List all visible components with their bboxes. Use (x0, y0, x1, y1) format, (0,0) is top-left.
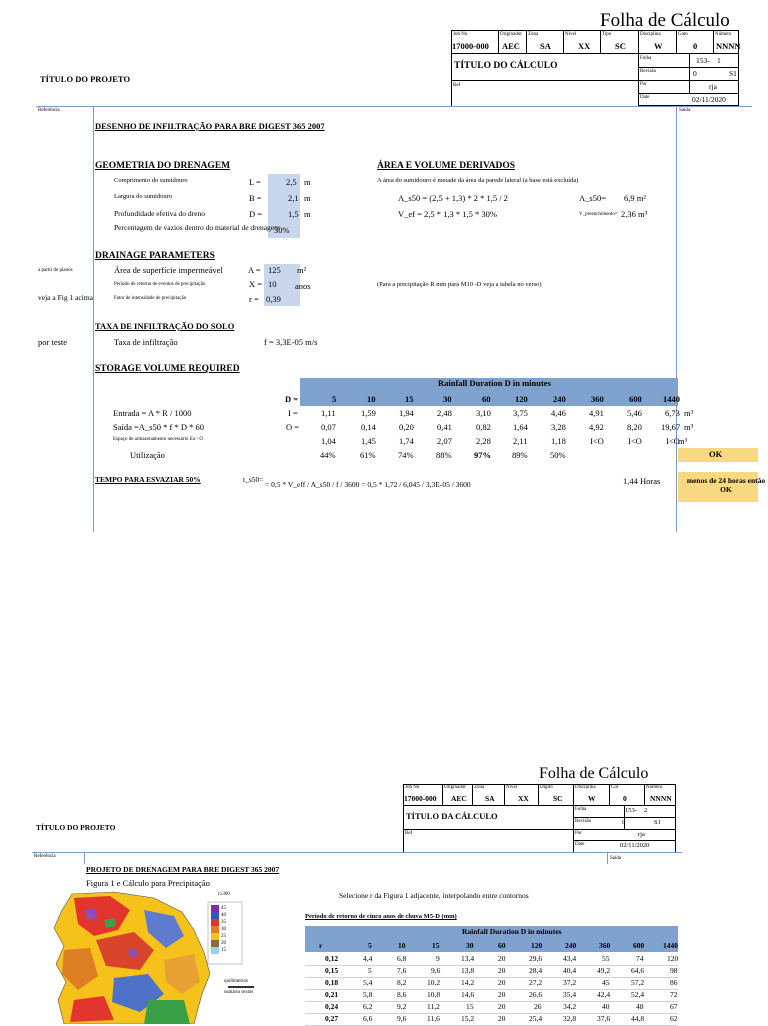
hdr2-value-number: NNNN (650, 794, 672, 803)
drain-value-area[interactable]: 125 (268, 265, 281, 275)
duration-cell: 1440 (663, 394, 680, 404)
table-value-cell: 11,6 (427, 1014, 440, 1023)
table-value-cell: 55 (602, 954, 610, 963)
hdr-label-gate: Gato (678, 32, 688, 37)
outflow-cell: 0,41 (437, 422, 452, 432)
hdr2-label-zone: Zona (474, 785, 485, 790)
calc-title: TÍTULO DO CÁLCULO (454, 61, 558, 71)
area-heading: ÁREA E VOLUME DERIVADOS (377, 161, 516, 171)
hdr2-value-type: SC (553, 794, 563, 803)
design-heading-2: PROJETO DE DRENAGEM PARA BRE DIGEST 365 2007 (86, 865, 280, 874)
table-value-cell: 98 (670, 966, 678, 975)
infiltration-source: por teste (38, 337, 68, 347)
hdr-label-discipline: Disciplina (640, 32, 661, 37)
revisao-code: S1 (729, 69, 737, 78)
hdr-value-originator: AEC (502, 41, 520, 51)
row-sym-outflow: O = (286, 422, 300, 432)
geom-sym-length: L = (249, 177, 261, 187)
row-unit-outflow: m³ (684, 422, 694, 432)
hdr-value-gate: 0 (693, 41, 698, 51)
table-value-cell: 20 (498, 954, 506, 963)
hdr-label-originator: Originador (500, 32, 522, 37)
area-result-label: A_s50= (579, 193, 606, 203)
geom-unit-length: m (304, 177, 311, 187)
table-value-cell: 42,4 (597, 990, 611, 999)
revisao-label: Revisão (640, 69, 657, 74)
design-heading: DESENHO DE INFILTRAÇÃO PARA BRE DIGEST 365 2007 (95, 121, 325, 131)
table-value-cell: 45 (602, 978, 610, 987)
utilisation-cell: 50% (550, 450, 566, 460)
hdr-value-zone: SA (540, 41, 551, 51)
inflow-cell: 3,10 (476, 408, 491, 418)
table-value-cell: 34,2 (563, 1002, 577, 1011)
outflow-cell: 0,14 (361, 422, 376, 432)
table-value-cell: 15,2 (461, 1014, 475, 1023)
table-value-cell: 4,4 (363, 954, 373, 963)
empty-heading: TEMPO PARA ESVAZIAR 50% (95, 475, 201, 484)
table-value-cell: 44,8 (631, 1014, 645, 1023)
outflow-cell: 3,28 (551, 422, 566, 432)
area-note: A área do sumidouro é metade da área da parede lateral (a base está excluída) (377, 177, 579, 184)
ref-label: Ref (453, 83, 461, 88)
geom-label-length: Comprimento do sumidouro (114, 177, 188, 184)
table-value-cell: 20 (498, 1014, 506, 1023)
table-value-cell: 10,2 (427, 978, 441, 987)
hdr2-label-level: Nível (506, 785, 518, 790)
row-unit-storage: m³ (678, 436, 688, 446)
table-value-cell: 11,2 (427, 1002, 440, 1011)
table-value-cell: 37,2 (563, 978, 577, 987)
table-duration-cell: 60 (498, 941, 506, 950)
geom-unit-width: m (304, 193, 311, 203)
table-value-cell: 20 (498, 990, 506, 999)
folha-value-2: 153- (625, 807, 637, 814)
empty-formula: = 0,5 * V_eff / A_s50 / f / 3600 = 0,5 * 1,72 / 6,045 / 3,3E-05 / 3600 (265, 480, 471, 489)
hdr2-label-colour: Cor (611, 785, 619, 790)
utilisation-cell: 61% (360, 450, 376, 460)
empty-ok-label: menos de 24 horas então OK (686, 476, 766, 495)
referencia-label: Referência (38, 108, 60, 113)
table-duration-cell: 120 (531, 941, 543, 950)
geom-label-depth: Profundidade efetiva do dreno (114, 209, 206, 218)
rainfall-header: Rainfall Duration D in minutes (438, 378, 551, 388)
empty-symbol: t_s50= (243, 475, 264, 484)
table-value-cell: 9 (436, 954, 440, 963)
geom-sym-width: B = (249, 193, 262, 203)
inflow-cell: 2,48 (437, 408, 452, 418)
table-value-cell: 15 (466, 1002, 474, 1011)
utilisation-cell: 74% (398, 450, 414, 460)
revisao-value-2: 0 (622, 819, 626, 826)
table-value-cell: 64,6 (631, 966, 645, 975)
table-duration-cell: 5 (368, 941, 372, 950)
map-legend-item: 30 (221, 927, 226, 932)
table-value-cell: 32,8 (563, 1014, 577, 1023)
table-value-cell: 5 (368, 966, 372, 975)
storage-cell: 1,18 (551, 436, 566, 446)
geom-sym-depth: D = (249, 209, 263, 219)
rainfall-ratio-map (44, 890, 266, 1024)
folha-label-2: Folha (575, 807, 587, 812)
date-value: 02/11/2020 (692, 95, 726, 104)
hdr2-label-digit: Dígito (540, 785, 553, 790)
map-legend-item: 40 (221, 913, 226, 918)
hdr2-label-discipline: Disciplina (575, 785, 596, 790)
map-legend-item: 15 (221, 948, 226, 953)
project-title: TÍTULO DO PROJETO (40, 74, 131, 84)
saida-label-2: Saída (610, 856, 622, 861)
ref-label-2: Ref (405, 831, 413, 836)
drainage-fig-note: veja a Fig 1 acima (38, 293, 93, 302)
inflow-cell: 4,46 (551, 408, 566, 418)
table-row (305, 1002, 678, 1014)
table-duration-cell: 15 (432, 941, 440, 950)
hdr2-label-number: Número (646, 785, 663, 790)
calc-title-2: TÍTULO DA CÁLCULO (406, 811, 498, 821)
drain-unit-area: m² (297, 265, 307, 275)
utilisation-cell: 88% (436, 450, 452, 460)
table-value-cell: 40 (602, 1002, 610, 1011)
outflow-cell: 0,07 (321, 422, 336, 432)
table-row (305, 978, 678, 990)
storage-cell: 1,45 (361, 436, 376, 446)
hdr-value-job: 17000-000 (452, 41, 489, 51)
map-legend-item: 35 (221, 920, 226, 925)
inflow-cell: 1,11 (321, 408, 336, 418)
table-r-cell: 0,15 (325, 966, 339, 975)
geom-value-depth[interactable]: 1,5 (288, 209, 299, 219)
storage-cell: 2,07 (437, 436, 452, 446)
date-label-2: Date (575, 842, 585, 847)
storage-cell: 2,28 (476, 436, 491, 446)
table-value-cell: 13,4 (461, 954, 475, 963)
hdr-label-level: Nível (565, 32, 577, 37)
table-value-cell: 86 (670, 978, 678, 987)
hdr2-value-level: XX (518, 794, 529, 803)
revisao-value: 0 (693, 69, 697, 78)
duration-cell: 5 (332, 394, 337, 404)
table-value-cell: 14,2 (461, 978, 475, 987)
drain-unit-return: anos (295, 281, 311, 291)
hdr2-value-gate: 0 (623, 794, 627, 803)
inflow-cell: 5,46 (627, 408, 642, 418)
ok-label: OK (709, 449, 723, 459)
geom-label-width: Largura do sumidouro (114, 193, 173, 200)
storage-cell: 2,11 (513, 436, 528, 446)
duration-cell: 360 (591, 394, 604, 404)
hdr2-value-discipline: W (588, 794, 596, 803)
map-scale-label: quilômetros (224, 979, 248, 984)
table-value-cell: 9,2 (397, 1002, 407, 1011)
empty-result: 1,44 Horas (623, 476, 661, 486)
table-value-cell: 67 (670, 1002, 678, 1011)
inflow-cell: 1,94 (399, 408, 414, 418)
duration-label: D = (285, 394, 299, 404)
infiltration-heading: TAXA DE INFILTRAÇÃO DO SOLO (95, 321, 235, 331)
table-value-cell: 10,8 (427, 990, 441, 999)
table-value-cell: 37,6 (597, 1014, 611, 1023)
brand-title: Folha de Cálculo (600, 10, 730, 31)
drain-label-intensity: Fator de intensidade de precipitação (114, 296, 187, 301)
storage-cell: I<O (666, 436, 680, 446)
drain-label-area: Área de superfície impermeável (114, 265, 223, 275)
table-r-cell: 0,27 (325, 1014, 339, 1023)
table-duration-cell: 30 (466, 941, 474, 950)
table-value-cell: 9,6 (431, 966, 441, 975)
table-value-cell: 20 (498, 978, 506, 987)
storage-cell: 1,74 (399, 436, 414, 446)
table-value-cell: 26,6 (529, 990, 543, 999)
hdr2-value-job: 17000-000 (404, 794, 437, 803)
table-value-cell: 5,4 (363, 978, 373, 987)
storage-cell: I<O (590, 436, 604, 446)
inflow-cell: 3,75 (513, 408, 528, 418)
storage-heading: STORAGE VOLUME REQUIRED (95, 364, 240, 374)
utilisation-cell: 89% (512, 450, 528, 460)
table-value-cell: 57,2 (631, 978, 645, 987)
hdr2-label-originator: Originador (444, 785, 466, 790)
table-value-cell: 6,2 (363, 1002, 373, 1011)
table-value-cell: 40,4 (563, 966, 577, 975)
geom-value-voids[interactable]: 30% (274, 225, 290, 235)
drain-sym-return: X = (249, 279, 263, 289)
table-duration-cell: 10 (398, 941, 406, 950)
hdr-label-zone: Zona (528, 32, 539, 37)
infiltration-label: Taxa de infiltração (114, 337, 178, 347)
row-label-inflow: Entrada = A * R / 1000 (113, 408, 192, 418)
table-value-cell: 43,4 (563, 954, 577, 963)
hdr2-value-zone: SA (485, 794, 495, 803)
drain-value-return[interactable]: 10 (268, 279, 277, 289)
table-value-cell: 8,6 (397, 990, 407, 999)
por-label-2: Por (575, 831, 582, 836)
area-result: 6,9 m² (624, 193, 646, 203)
utilisation-cell: 44% (320, 450, 336, 460)
table-row (305, 966, 678, 978)
row-label-storage: Espaço de armazenamento necessário Eu - O (113, 437, 203, 442)
drainage-rainfall-note: (Para a precipitação R mm para M10 -D veja a tabela no verso) (377, 281, 542, 288)
hdr-value-number: NNNN (716, 41, 741, 51)
utilisation-cell: 97% (474, 450, 491, 460)
map-legend-item: 45 (221, 906, 226, 911)
drainage-source-note: a partir de planos (38, 268, 73, 273)
table-row (305, 990, 678, 1002)
table-value-cell: 72 (670, 990, 678, 999)
table-value-cell: 120 (667, 954, 679, 963)
hdr2-label-job: Job No (405, 785, 420, 790)
table-value-cell: 8,2 (397, 978, 407, 987)
duration-cell: 10 (367, 394, 376, 404)
project-title-2: TÍTULO DO PROJETO (36, 823, 116, 832)
select-note: Selecione r da Figura 1 adjacente, interpolando entre contornos (339, 891, 529, 900)
table-value-cell: 9,6 (397, 1014, 407, 1023)
outflow-cell: 19,67 (661, 422, 681, 432)
folha-number: 1 (717, 56, 721, 65)
referencia-label-2: Referência (34, 854, 56, 859)
table-duration-cell: 1440 (663, 941, 678, 950)
hdr-value-level: XX (578, 41, 591, 51)
row-label-outflow: Saída =A_s50 * f * D * 60 (113, 422, 204, 432)
table-value-cell: 20 (498, 1002, 506, 1011)
duration-cell: 600 (629, 394, 642, 404)
table-duration-cell: 600 (633, 941, 645, 950)
duration-cell: 60 (482, 394, 491, 404)
table-duration-cell: 240 (565, 941, 577, 950)
revisao-label-2: Revisão (575, 819, 592, 824)
geom-label-voids: Percentagem de vazios dentro do material de drenagem (114, 223, 280, 232)
inflow-cell: 4,91 (589, 408, 604, 418)
drainage-heading: DRAINAGE PARAMETERS (95, 251, 215, 261)
geom-unit-depth: m (304, 209, 311, 219)
date-label: Date (640, 95, 650, 100)
drain-value-intensity[interactable]: 0,39 (266, 294, 281, 304)
storage-cell: I<O (628, 436, 642, 446)
rainfall-table-heading: Rainfall Duration D in minutes (462, 927, 562, 936)
table-r-cell: 0,12 (325, 954, 339, 963)
table-value-cell: 6,6 (363, 1014, 373, 1023)
outflow-cell: 1,64 (513, 422, 528, 432)
map-legend-title: r≥300 (218, 892, 230, 897)
saida-label: Saída (679, 108, 691, 113)
rainfall-table-title: Período de retorno de cinco anos de chuva M5-D (mm) (305, 913, 457, 920)
hdr-label-number: Número (715, 32, 732, 37)
table-value-cell: 27,2 (529, 978, 543, 987)
table-value-cell: 25,4 (529, 1014, 543, 1023)
folha-value: 153- (696, 56, 710, 65)
row-sym-inflow: I = (288, 408, 298, 418)
storage-cell: 1,04 (321, 436, 336, 446)
duration-cell: 15 (405, 394, 414, 404)
outflow-cell: 4,92 (589, 422, 604, 432)
table-r-cell: 0,18 (325, 978, 339, 987)
table-value-cell: 20 (498, 966, 506, 975)
outflow-cell: 0,20 (399, 422, 414, 432)
table-value-cell: 13,8 (461, 966, 475, 975)
drain-sym-area: A = (248, 265, 261, 275)
volume-formula: V_ef = 2,5 * 1,3 * 1,5 * 30% (398, 209, 497, 219)
duration-cell: 240 (553, 394, 566, 404)
figure-caption: Figura 1 e Cálculo para Precipitação (86, 878, 210, 888)
table-value-cell: 74 (636, 954, 644, 963)
map-scale-sub: sumário textos (224, 990, 254, 995)
r-column-label: r (319, 941, 323, 950)
outflow-cell: 0,82 (476, 422, 491, 432)
table-value-cell: 62 (670, 1014, 678, 1023)
table-value-cell: 14,6 (461, 990, 475, 999)
duration-cell: 30 (443, 394, 452, 404)
table-r-cell: 0,21 (325, 990, 339, 999)
table-value-cell: 48 (636, 1002, 644, 1011)
table-value-cell: 49,2 (597, 966, 611, 975)
drain-sym-intensity: r = (249, 294, 259, 304)
hdr-label-job: Job No (453, 32, 468, 37)
brand-title-2: Folha de Cálculo (539, 765, 649, 782)
drain-label-return: Período de retorno de eventos de precipitação (114, 282, 206, 287)
revisao-code-2: S1 (654, 819, 661, 826)
duration-cell: 120 (515, 394, 528, 404)
table-value-cell: 29,6 (529, 954, 543, 963)
inflow-cell: 6,73 (665, 408, 680, 418)
geom-value-width[interactable]: 2,1 (288, 193, 299, 203)
table-r-cell: 0,24 (325, 1002, 339, 1011)
volume-result: 2,36 m³ (621, 209, 648, 219)
map-legend-item: 20 (221, 941, 226, 946)
inflow-cell: 1,59 (361, 408, 376, 418)
hdr2-value-originator: AEC (451, 794, 467, 803)
table-row (305, 1014, 678, 1026)
por-value-2: rja (638, 831, 645, 838)
area-formula: A_s50 = (2,5 + 1,3) * 2 * 1,5 / 2 (398, 193, 508, 203)
map-legend-item: 25 (221, 934, 226, 939)
table-value-cell: 52,4 (631, 990, 645, 999)
table-value-cell: 26 (534, 1002, 542, 1011)
table-value-cell: 6,8 (397, 954, 407, 963)
por-value: rja (709, 82, 717, 91)
geom-value-length[interactable]: 2,5 (286, 177, 297, 187)
por-label: Por (640, 82, 647, 87)
folha-number-2: 2 (644, 807, 648, 814)
volume-result-label: V_preenchimento= (579, 212, 618, 217)
row-unit-inflow: m³ (684, 408, 694, 418)
hdr-value-type: SC (615, 41, 626, 51)
hdr-label-type: Tipo (602, 32, 612, 37)
date-value-2: 02/11/2020 (620, 842, 650, 849)
table-row (305, 954, 678, 966)
table-duration-cell: 360 (599, 941, 611, 950)
outflow-cell: 8,20 (627, 422, 642, 432)
table-value-cell: 35,4 (563, 990, 577, 999)
hdr-value-discipline: W (654, 41, 663, 51)
table-value-cell: 5,8 (363, 990, 373, 999)
row-label-utilisation: Utilização (130, 450, 165, 460)
infiltration-value: f = 3,3E-05 m/s (264, 337, 318, 347)
table-value-cell: 7,6 (397, 966, 407, 975)
folha-label: Folha (640, 56, 652, 61)
table-value-cell: 28,4 (529, 966, 543, 975)
geometry-heading: GEOMETRIA DO DRENAGEM (95, 161, 231, 171)
